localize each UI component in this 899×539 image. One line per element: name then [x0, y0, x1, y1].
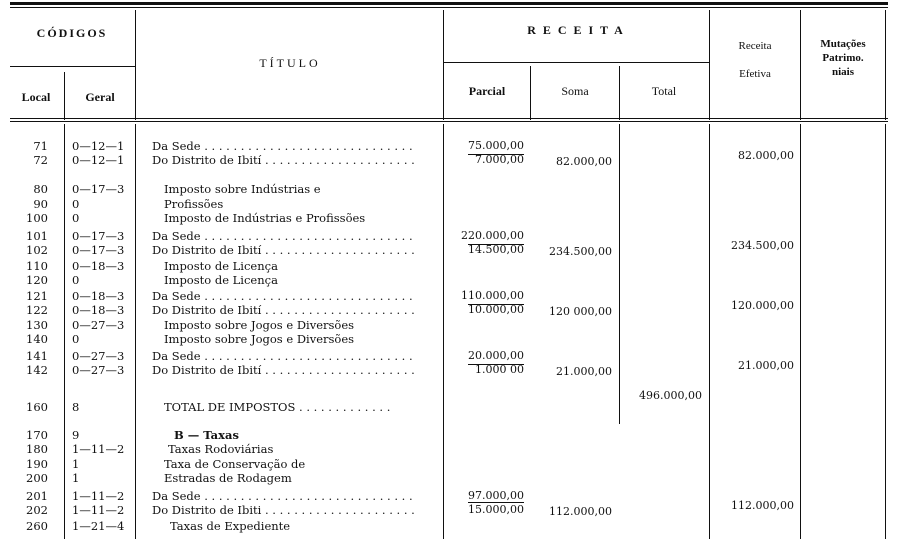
row-geral-code: 1 — [72, 457, 80, 471]
row-titulo: Imposto de Licença — [164, 273, 278, 287]
row-efetiva-value: 120.000,00 — [731, 299, 794, 312]
row-geral-code: 1—11—2 — [72, 489, 125, 503]
row-efetiva-value: 112.000,00 — [731, 499, 794, 512]
row-local-code: 72 — [33, 153, 48, 167]
header-mutacoes-1: Mutações — [820, 38, 866, 50]
row-parcial-value: 15.000,00 — [468, 503, 524, 516]
header-geral: Geral — [85, 90, 115, 104]
header-parcial: Parcial — [468, 84, 506, 98]
row-geral-code: 1 — [72, 471, 80, 485]
header-bottom-rule-1 — [10, 118, 888, 119]
body-divider-soma-total-partial — [619, 124, 620, 424]
row-parcial-value: 7.000,00 — [475, 153, 524, 166]
body-divider-total-efetiva — [709, 124, 710, 539]
top-rule-thin — [10, 7, 888, 8]
row-titulo: B — Taxas — [174, 428, 239, 442]
row-titulo: Do Distrito de Ibiti . . . . . . . . . . . . . . . . . . . . . — [152, 503, 415, 517]
row-local-code: 101 — [26, 229, 48, 243]
row-geral-code: 0—12—1 — [72, 153, 125, 167]
row-geral-code: 0 — [72, 197, 80, 211]
row-parcial-value: 110.000,00 — [461, 289, 524, 302]
body-divider-titulo-parcial — [443, 124, 444, 539]
row-titulo: Do Distrito de Ibití . . . . . . . . . . . . . . . . . . . . . — [152, 363, 415, 377]
row-titulo: Taxa de Conservação de — [164, 457, 306, 471]
row-titulo: Imposto sobre Jogos e Diversões — [164, 332, 355, 346]
codigos-underline — [10, 66, 135, 67]
row-titulo: Imposto de Indústrias e Profissões — [164, 211, 366, 225]
col-divider-parcial-soma-header — [530, 66, 531, 120]
row-parcial-value: 97.000,00 — [468, 489, 524, 502]
header-mutacoes-2: Patrimo. — [822, 52, 864, 64]
header-mutacoes-3: niais — [831, 66, 854, 78]
col-divider-efetiva-mutacoes — [800, 10, 801, 120]
row-local-code: 121 — [26, 289, 48, 303]
row-geral-code: 0—17—3 — [72, 229, 125, 243]
row-geral-code: 0—18—3 — [72, 303, 125, 317]
row-geral-code: 1—11—2 — [72, 442, 125, 456]
row-local-code: 140 — [26, 332, 48, 346]
row-local-code: 200 — [26, 471, 48, 485]
row-total-value: 496.000,00 — [639, 389, 702, 402]
row-geral-code: 0 — [72, 332, 80, 346]
receita-underline — [443, 62, 709, 63]
row-soma-value: 120 000,00 — [549, 305, 612, 318]
row-titulo: Do Distrito de Ibití . . . . . . . . . . . . . . . . . . . . . — [152, 153, 415, 167]
row-titulo: Taxas Rodoviárias — [168, 442, 274, 456]
row-geral-code: 1—21—4 — [72, 519, 125, 533]
row-titulo: TOTAL DE IMPOSTOS . . . . . . . . . . . . . — [164, 400, 391, 414]
row-geral-code: 8 — [72, 400, 80, 414]
row-titulo: Do Distrito de Ibití . . . . . . . . . . . . . . . . . . . . . — [152, 243, 415, 257]
row-geral-code: 0 — [72, 273, 80, 287]
row-titulo: Da Sede . . . . . . . . . . . . . . . . . . . . . . . . . . . . . — [152, 229, 413, 243]
row-geral-code: 1—11—2 — [72, 503, 125, 517]
top-rule-thick — [10, 2, 888, 5]
row-parcial-value: 75.000,00 — [468, 139, 524, 152]
body-divider-efetiva-mutacoes — [800, 124, 801, 539]
header-soma: Soma — [561, 84, 589, 98]
row-efetiva-value: 21.000,00 — [738, 359, 794, 372]
row-soma-value: 234.500,00 — [549, 245, 612, 258]
row-titulo: Do Distrito de Ibití . . . . . . . . . . . . . . . . . . . . . — [152, 303, 415, 317]
row-titulo: Da Sede . . . . . . . . . . . . . . . . . . . . . . . . . . . . . — [152, 139, 413, 153]
row-local-code: 102 — [26, 243, 48, 257]
col-divider-local-geral-header — [64, 72, 65, 120]
col-divider-soma-total-header — [619, 66, 620, 120]
row-local-code: 71 — [33, 139, 48, 153]
row-geral-code: 9 — [72, 428, 80, 442]
row-titulo: Imposto de Licença — [164, 259, 278, 273]
row-local-code: 130 — [26, 318, 48, 332]
header-titulo: TÍTULO — [259, 56, 321, 70]
row-parcial-value: 14.500,00 — [468, 243, 524, 256]
row-geral-code: 0—27—3 — [72, 349, 125, 363]
row-local-code: 141 — [26, 349, 48, 363]
header-local: Local — [21, 90, 51, 104]
row-local-code: 110 — [26, 259, 48, 273]
row-geral-code: 0—17—3 — [72, 182, 125, 196]
row-local-code: 180 — [26, 442, 48, 456]
row-efetiva-value: 234.500,00 — [731, 239, 794, 252]
row-titulo: Profissões — [164, 197, 224, 211]
row-soma-value: 112.000,00 — [549, 505, 612, 518]
row-local-code: 120 — [26, 273, 48, 287]
row-local-code: 160 — [26, 400, 48, 414]
row-parcial-value: 10.000,00 — [468, 303, 524, 316]
row-titulo: Taxas de Expediente — [170, 519, 291, 533]
col-divider-titulo-receita — [443, 10, 444, 120]
row-soma-value: 82.000,00 — [556, 155, 612, 168]
row-local-code: 142 — [26, 363, 48, 377]
row-geral-code: 0—18—3 — [72, 259, 125, 273]
header-total: Total — [651, 84, 677, 98]
body-divider-local-geral — [64, 124, 65, 539]
row-local-code: 201 — [26, 489, 48, 503]
row-geral-code: 0—17—3 — [72, 243, 125, 257]
row-geral-code: 0—27—3 — [72, 318, 125, 332]
row-parcial-value: 1.000 00 — [475, 363, 524, 376]
row-geral-code: 0—18—3 — [72, 289, 125, 303]
row-local-code: 90 — [33, 197, 48, 211]
row-efetiva-value: 82.000,00 — [738, 149, 794, 162]
row-geral-code: 0—27—3 — [72, 363, 125, 377]
row-titulo: Da Sede . . . . . . . . . . . . . . . . . . . . . . . . . . . . . — [152, 489, 413, 503]
row-local-code: 190 — [26, 457, 48, 471]
row-geral-code: 0—12—1 — [72, 139, 125, 153]
header-receita: R E C E I T A — [527, 23, 625, 37]
row-titulo: Da Sede . . . . . . . . . . . . . . . . . . . . . . . . . . . . . — [152, 289, 413, 303]
row-local-code: 202 — [26, 503, 48, 517]
row-local-code: 170 — [26, 428, 48, 442]
body-divider-right-edge — [885, 124, 886, 539]
header-receita-efetiva-2: Efetiva — [739, 68, 771, 80]
row-titulo: Da Sede . . . . . . . . . . . . . . . . . . . . . . . . . . . . . — [152, 349, 413, 363]
row-local-code: 100 — [26, 211, 48, 225]
col-divider-right-edge — [885, 10, 886, 120]
header-bottom-rule-2 — [10, 121, 888, 122]
row-parcial-value: 20.000,00 — [468, 349, 524, 362]
row-local-code: 80 — [33, 182, 48, 196]
row-local-code: 260 — [26, 519, 48, 533]
header-receita-efetiva-1: Receita — [738, 40, 772, 52]
row-titulo: Imposto sobre Indústrias e — [164, 182, 321, 196]
row-local-code: 122 — [26, 303, 48, 317]
row-titulo: Estradas de Rodagem — [164, 471, 292, 485]
row-soma-value: 21.000,00 — [556, 365, 612, 378]
col-divider-codigos-titulo — [135, 10, 136, 120]
col-divider-total-efetiva — [709, 10, 710, 120]
header-codigos: CÓDIGOS — [36, 26, 108, 40]
row-geral-code: 0 — [72, 211, 80, 225]
row-titulo: Imposto sobre Jogos e Diversões — [164, 318, 355, 332]
body-divider-codigos-titulo — [135, 124, 136, 539]
row-parcial-value: 220.000,00 — [461, 229, 524, 242]
